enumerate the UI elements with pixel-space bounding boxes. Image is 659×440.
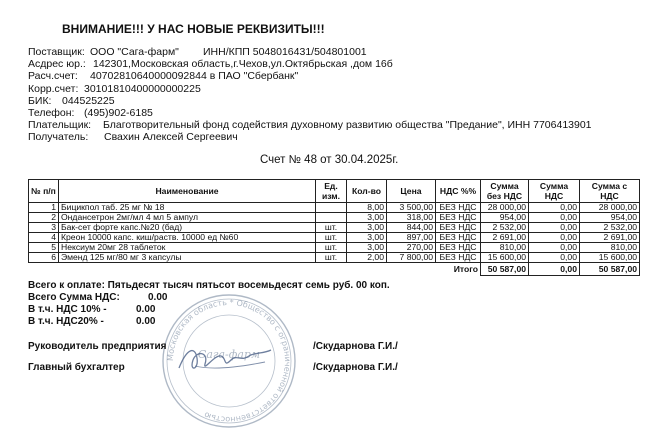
table-row <box>29 253 640 263</box>
cell-qty: 2,00 <box>347 253 387 263</box>
vat-total-label: Всего Сумма НДС: <box>28 292 120 303</box>
cell-sum: 2 691,00 <box>481 233 529 243</box>
account-label: Расч.счет: <box>28 70 78 82</box>
cell-unit <box>316 203 347 213</box>
signature-icon <box>175 342 275 376</box>
total-vat-sum: 0,00 <box>529 263 580 276</box>
cell-name: Бицикпол таб. 25 мг № 18 <box>59 203 316 213</box>
cell-qty: 3,00 <box>347 243 387 253</box>
cell-vat: БЕЗ НДС <box>436 243 481 253</box>
corr-account-value: 30101810400000000225 <box>84 83 201 95</box>
supplier-name: ООО "Сага-фарм" <box>90 46 179 58</box>
address-label: Асдрес юр.: <box>28 58 86 70</box>
cell-qty: 8,00 <box>347 203 387 213</box>
cell-name: Креон 10000 капс. киш/раств. 10000 ед №60 <box>59 233 316 243</box>
cell-name: Ондансетрон 2мг/мл 4 мл 5 ампул <box>59 213 316 223</box>
cell-num: 3 <box>29 223 59 233</box>
cell-name: Нексиум 20мг 28 таблеток <box>59 243 316 253</box>
amount-in-words: Всего к оплате: Пятьдесят тысяч пятьсот восемьдесят семь руб. 00 коп. <box>28 280 390 291</box>
recipient-label: Получатель: <box>28 131 89 143</box>
accountant-name: /Скударнова Г.И./ <box>313 362 398 373</box>
cell-vat: БЕЗ НДС <box>436 233 481 243</box>
table-row <box>29 213 640 223</box>
stamp-ring-text: Московская область * Общество с ограниченной ответственностью <box>165 297 293 425</box>
cell-price: 844,00 <box>387 223 436 233</box>
cell-name: Бак-сет форте капс.№20 (бад) <box>59 223 316 233</box>
table-total-row <box>29 263 640 276</box>
cell-unit: шт. <box>316 253 347 263</box>
table-header-row <box>29 180 640 203</box>
cell-vat: БЕЗ НДС <box>436 253 481 263</box>
bik-label: БИК: <box>28 95 52 107</box>
total-label: Итого <box>453 264 478 275</box>
cell-num: 2 <box>29 213 59 223</box>
page-title: ВНИМАНИЕ!!! У НАС НОВЫЕ РЕКВИЗИТЫ!!! <box>62 22 325 36</box>
col-header-unit: Ед. изм. <box>316 180 347 203</box>
vat20-label: В т.ч. НДС20% - <box>28 316 104 327</box>
payer-label: Плательщик: <box>28 119 92 131</box>
director-label: Руководитель предприятия <box>28 341 167 352</box>
phone-value: (495)902-6185 <box>84 107 153 119</box>
cell-price: 7 800,00 <box>387 253 436 263</box>
col-header-vat-sum: Сумма НДС <box>529 180 580 203</box>
cell-price: 270,00 <box>387 243 436 253</box>
invoice-table <box>28 179 640 276</box>
cell-sum: 810,00 <box>481 243 529 253</box>
cell-price: 318,00 <box>387 213 436 223</box>
phone-label: Телефон: <box>28 107 75 119</box>
cell-vat-sum: 0,00 <box>529 213 580 223</box>
cell-num: 6 <box>29 253 59 263</box>
cell-vat-sum: 0,00 <box>529 223 580 233</box>
cell-qty: 3,00 <box>347 223 387 233</box>
cell-vat: БЕЗ НДС <box>436 213 481 223</box>
cell-name: Эменд 125 мг/80 мг 3 капсулы <box>59 253 316 263</box>
stamp-center-text: Сага-фарм <box>197 348 261 361</box>
cell-total: 2 691,00 <box>580 233 640 243</box>
cell-unit: шт. <box>316 223 347 233</box>
table-row <box>29 223 640 233</box>
table-row <box>29 233 640 243</box>
total-sum: 50 587,00 <box>481 263 529 276</box>
cell-total: 810,00 <box>580 243 640 253</box>
cell-unit <box>316 213 347 223</box>
cell-price: 3 500,00 <box>387 203 436 213</box>
cell-qty: 3,00 <box>347 213 387 223</box>
vat10-label: В т.ч. НДС 10% - <box>28 304 107 315</box>
vat-total-value: 0.00 <box>148 292 168 303</box>
supplier-inn-kpp: ИНН/КПП 5048016431/504801001 <box>203 46 367 58</box>
payer-value: Благотворительный фонд содействия духовному развитию общества "Предание", ИНН 7706413901 <box>103 119 592 131</box>
director-name: /Скударнова Г.И./ <box>313 341 398 352</box>
col-header-sum-vat: Сумма с НДС <box>580 180 640 203</box>
cell-unit: шт. <box>316 243 347 253</box>
col-header-qty: Кол-во <box>347 180 387 203</box>
cell-total: 15 600,00 <box>580 253 640 263</box>
col-header-vat-pct: НДС %% <box>436 180 481 203</box>
address-value: 142301,Московская область,г.Чехов,ул.Октябрьская ,дом 16б <box>93 58 393 70</box>
col-header-sum-no-vat: Сумма без НДС <box>481 180 529 203</box>
total-sum-vat: 50 587,00 <box>580 263 640 276</box>
cell-sum: 15 600,00 <box>481 253 529 263</box>
bik-value: 044525225 <box>62 95 115 107</box>
vat20-value: 0.00 <box>136 316 156 327</box>
cell-vat: БЕЗ НДС <box>436 223 481 233</box>
cell-qty: 3,00 <box>347 233 387 243</box>
corr-account-label: Корр.счет: <box>28 83 79 95</box>
vat10-value: 0.00 <box>136 304 156 315</box>
cell-vat-sum: 0,00 <box>529 233 580 243</box>
cell-total: 28 000,00 <box>580 203 640 213</box>
table-row <box>29 203 640 213</box>
cell-vat-sum: 0,00 <box>529 243 580 253</box>
recipient-value: Свахин Алексей Сергеевич <box>104 131 238 143</box>
cell-num: 4 <box>29 233 59 243</box>
cell-num: 1 <box>29 203 59 213</box>
cell-vat-sum: 0,00 <box>529 253 580 263</box>
cell-vat-sum: 0,00 <box>529 203 580 213</box>
account-value: 40702810640000092844 в ПАО "Сбербанк" <box>90 70 299 82</box>
cell-price: 897,00 <box>387 233 436 243</box>
supplier-label: Поставщик: <box>28 46 85 58</box>
cell-total: 954,00 <box>580 213 640 223</box>
col-header-price: Цена <box>387 180 436 203</box>
table-row <box>29 243 640 253</box>
col-header-num: № п/п <box>29 180 59 203</box>
cell-total: 2 532,00 <box>580 223 640 233</box>
cell-unit: шт. <box>316 233 347 243</box>
col-header-name: Наименование <box>59 180 316 203</box>
cell-vat: БЕЗ НДС <box>436 203 481 213</box>
accountant-label: Главный бухгалтер <box>28 362 125 373</box>
cell-sum: 2 532,00 <box>481 223 529 233</box>
cell-sum: 28 000,00 <box>481 203 529 213</box>
cell-num: 5 <box>29 243 59 253</box>
invoice-title: Счет № 48 от 30.04.2025г. <box>260 154 399 166</box>
cell-sum: 954,00 <box>481 213 529 223</box>
